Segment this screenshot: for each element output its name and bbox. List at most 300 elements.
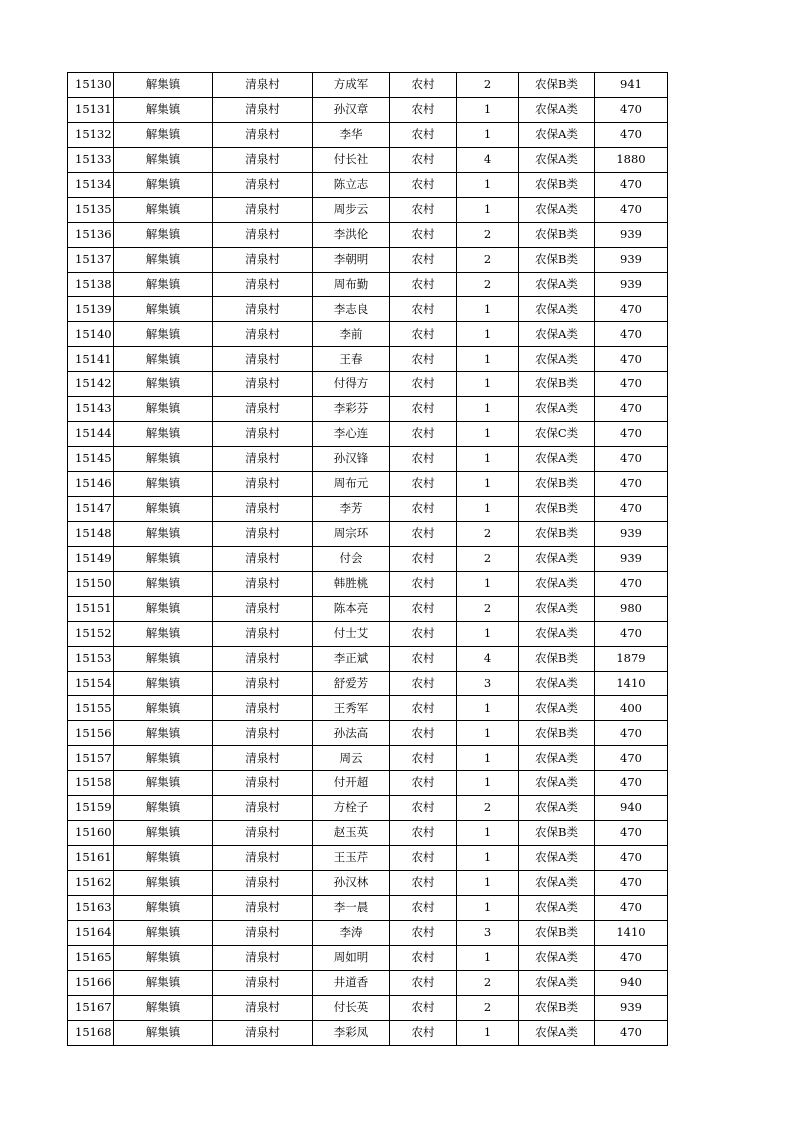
category-cell: 农保A类 [519,97,595,122]
name-cell: 周宗环 [313,521,390,546]
household-size-cell: 1 [457,172,519,197]
township-cell: 解集镇 [114,696,213,721]
household-size-cell: 1 [457,871,519,896]
area-type-cell: 农村 [390,172,457,197]
record-id-cell: 15151 [68,596,114,621]
household-size-cell: 1 [457,97,519,122]
name-cell: 付士艾 [313,621,390,646]
amount-cell: 470 [595,472,668,497]
household-size-cell: 2 [457,247,519,272]
record-id-cell: 15163 [68,895,114,920]
township-cell: 解集镇 [114,347,213,372]
township-cell: 解集镇 [114,945,213,970]
name-cell: 周布勤 [313,272,390,297]
category-cell: 农保A类 [519,895,595,920]
category-cell: 农保B类 [519,472,595,497]
record-id-cell: 15140 [68,322,114,347]
table-row [68,596,668,621]
village-cell: 清泉村 [213,546,313,571]
name-cell: 孙汉章 [313,97,390,122]
household-size-cell: 1 [457,821,519,846]
area-type-cell: 农村 [390,671,457,696]
name-cell: 王春 [313,347,390,372]
township-cell: 解集镇 [114,746,213,771]
area-type-cell: 农村 [390,771,457,796]
table-row [68,222,668,247]
area-type-cell: 农村 [390,970,457,995]
township-cell: 解集镇 [114,73,213,98]
category-cell: 农保A类 [519,546,595,571]
table-row [68,696,668,721]
household-size-cell: 4 [457,646,519,671]
household-size-cell: 4 [457,147,519,172]
amount-cell: 1880 [595,147,668,172]
record-id-cell: 15133 [68,147,114,172]
table-row [68,895,668,920]
category-cell: 农保A类 [519,347,595,372]
category-cell: 农保A类 [519,621,595,646]
record-id-cell: 15136 [68,222,114,247]
category-cell: 农保A类 [519,147,595,172]
name-cell: 付长社 [313,147,390,172]
table-row [68,671,668,696]
table-row [68,73,668,98]
name-cell: 李涛 [313,920,390,945]
township-cell: 解集镇 [114,397,213,422]
village-cell: 清泉村 [213,821,313,846]
area-type-cell: 农村 [390,422,457,447]
category-cell: 农保A类 [519,447,595,472]
name-cell: 王秀军 [313,696,390,721]
township-cell: 解集镇 [114,895,213,920]
category-cell: 农保C类 [519,422,595,447]
amount-cell: 470 [595,496,668,521]
area-type-cell: 农村 [390,197,457,222]
amount-cell: 941 [595,73,668,98]
amount-cell: 400 [595,696,668,721]
category-cell: 农保A类 [519,771,595,796]
name-cell: 孙汉林 [313,871,390,896]
household-size-cell: 1 [457,197,519,222]
amount-cell: 940 [595,796,668,821]
household-size-cell: 1 [457,422,519,447]
record-id-cell: 15145 [68,447,114,472]
category-cell: 农保B类 [519,222,595,247]
area-type-cell: 农村 [390,297,457,322]
table-row [68,746,668,771]
township-cell: 解集镇 [114,796,213,821]
area-type-cell: 农村 [390,272,457,297]
table-row [68,122,668,147]
name-cell: 井道香 [313,970,390,995]
amount-cell: 470 [595,372,668,397]
township-cell: 解集镇 [114,671,213,696]
record-id-cell: 15156 [68,721,114,746]
village-cell: 清泉村 [213,970,313,995]
township-cell: 解集镇 [114,122,213,147]
name-cell: 陈立志 [313,172,390,197]
household-size-cell: 2 [457,272,519,297]
category-cell: 农保A类 [519,1020,595,1045]
household-size-cell: 2 [457,596,519,621]
category-cell: 农保B类 [519,646,595,671]
township-cell: 解集镇 [114,546,213,571]
category-cell: 农保A类 [519,696,595,721]
township-cell: 解集镇 [114,472,213,497]
village-cell: 清泉村 [213,671,313,696]
household-size-cell: 2 [457,970,519,995]
amount-cell: 980 [595,596,668,621]
amount-cell: 940 [595,970,668,995]
amount-cell: 470 [595,571,668,596]
category-cell: 农保A类 [519,871,595,896]
amount-cell: 939 [595,272,668,297]
record-id-cell: 15138 [68,272,114,297]
table-row [68,920,668,945]
data-table [67,72,668,1046]
township-cell: 解集镇 [114,297,213,322]
village-cell: 清泉村 [213,347,313,372]
amount-cell: 470 [595,821,668,846]
household-size-cell: 1 [457,1020,519,1045]
township-cell: 解集镇 [114,272,213,297]
township-cell: 解集镇 [114,871,213,896]
village-cell: 清泉村 [213,871,313,896]
village-cell: 清泉村 [213,646,313,671]
amount-cell: 470 [595,721,668,746]
name-cell: 韩胜桃 [313,571,390,596]
village-cell: 清泉村 [213,472,313,497]
township-cell: 解集镇 [114,147,213,172]
category-cell: 农保B类 [519,995,595,1020]
household-size-cell: 1 [457,297,519,322]
name-cell: 李华 [313,122,390,147]
household-size-cell: 1 [457,397,519,422]
record-id-cell: 15132 [68,122,114,147]
amount-cell: 470 [595,97,668,122]
household-size-cell: 1 [457,447,519,472]
table-row [68,347,668,372]
area-type-cell: 农村 [390,222,457,247]
area-type-cell: 农村 [390,621,457,646]
category-cell: 农保A类 [519,322,595,347]
household-size-cell: 2 [457,222,519,247]
village-cell: 清泉村 [213,197,313,222]
category-cell: 农保A类 [519,197,595,222]
table-row [68,521,668,546]
table-row [68,247,668,272]
household-size-cell: 1 [457,322,519,347]
table-row [68,846,668,871]
household-size-cell: 1 [457,895,519,920]
name-cell: 李朝明 [313,247,390,272]
township-cell: 解集镇 [114,447,213,472]
township-cell: 解集镇 [114,771,213,796]
area-type-cell: 农村 [390,472,457,497]
record-id-cell: 15148 [68,521,114,546]
table-row [68,721,668,746]
record-id-cell: 15157 [68,746,114,771]
category-cell: 农保A类 [519,970,595,995]
township-cell: 解集镇 [114,222,213,247]
village-cell: 清泉村 [213,846,313,871]
table-row [68,197,668,222]
table-row [68,496,668,521]
household-size-cell: 2 [457,796,519,821]
village-cell: 清泉村 [213,97,313,122]
township-cell: 解集镇 [114,1020,213,1045]
village-cell: 清泉村 [213,621,313,646]
household-size-cell: 1 [457,846,519,871]
category-cell: 农保A类 [519,571,595,596]
table-row [68,771,668,796]
area-type-cell: 农村 [390,721,457,746]
amount-cell: 470 [595,447,668,472]
table-row [68,995,668,1020]
township-cell: 解集镇 [114,97,213,122]
category-cell: 农保B类 [519,521,595,546]
record-id-cell: 15147 [68,496,114,521]
village-cell: 清泉村 [213,995,313,1020]
household-size-cell: 1 [457,347,519,372]
village-cell: 清泉村 [213,1020,313,1045]
household-size-cell: 3 [457,671,519,696]
village-cell: 清泉村 [213,322,313,347]
township-cell: 解集镇 [114,496,213,521]
area-type-cell: 农村 [390,821,457,846]
village-cell: 清泉村 [213,945,313,970]
name-cell: 李芳 [313,496,390,521]
amount-cell: 470 [595,172,668,197]
record-id-cell: 15141 [68,347,114,372]
amount-cell: 470 [595,197,668,222]
amount-cell: 1410 [595,920,668,945]
area-type-cell: 农村 [390,696,457,721]
name-cell: 周布元 [313,472,390,497]
table-row [68,621,668,646]
table-row [68,397,668,422]
amount-cell: 470 [595,846,668,871]
category-cell: 农保A类 [519,945,595,970]
village-cell: 清泉村 [213,571,313,596]
village-cell: 清泉村 [213,222,313,247]
category-cell: 农保B类 [519,73,595,98]
village-cell: 清泉村 [213,920,313,945]
amount-cell: 470 [595,122,668,147]
record-id-cell: 15162 [68,871,114,896]
amount-cell: 470 [595,422,668,447]
name-cell: 付得方 [313,372,390,397]
record-id-cell: 15159 [68,796,114,821]
amount-cell: 1879 [595,646,668,671]
household-size-cell: 3 [457,920,519,945]
name-cell: 孙法高 [313,721,390,746]
record-id-cell: 15131 [68,97,114,122]
record-id-cell: 15144 [68,422,114,447]
village-cell: 清泉村 [213,796,313,821]
township-cell: 解集镇 [114,571,213,596]
area-type-cell: 农村 [390,571,457,596]
name-cell: 方成军 [313,73,390,98]
table-row [68,97,668,122]
table-row [68,646,668,671]
township-cell: 解集镇 [114,521,213,546]
record-id-cell: 15165 [68,945,114,970]
village-cell: 清泉村 [213,447,313,472]
category-cell: 农保B类 [519,821,595,846]
table-body [68,73,668,1046]
area-type-cell: 农村 [390,322,457,347]
table-row [68,322,668,347]
name-cell: 周云 [313,746,390,771]
record-id-cell: 15152 [68,621,114,646]
name-cell: 李正斌 [313,646,390,671]
amount-cell: 939 [595,247,668,272]
township-cell: 解集镇 [114,621,213,646]
record-id-cell: 15139 [68,297,114,322]
area-type-cell: 农村 [390,1020,457,1045]
village-cell: 清泉村 [213,372,313,397]
village-cell: 清泉村 [213,122,313,147]
name-cell: 孙汉锋 [313,447,390,472]
household-size-cell: 2 [457,521,519,546]
township-cell: 解集镇 [114,247,213,272]
area-type-cell: 农村 [390,397,457,422]
village-cell: 清泉村 [213,721,313,746]
category-cell: 农保B类 [519,372,595,397]
category-cell: 农保A类 [519,122,595,147]
township-cell: 解集镇 [114,422,213,447]
township-cell: 解集镇 [114,721,213,746]
village-cell: 清泉村 [213,746,313,771]
village-cell: 清泉村 [213,496,313,521]
area-type-cell: 农村 [390,796,457,821]
record-id-cell: 15168 [68,1020,114,1045]
area-type-cell: 农村 [390,920,457,945]
area-type-cell: 农村 [390,521,457,546]
record-id-cell: 15135 [68,197,114,222]
village-cell: 清泉村 [213,247,313,272]
area-type-cell: 农村 [390,546,457,571]
household-size-cell: 2 [457,73,519,98]
household-size-cell: 1 [457,372,519,397]
category-cell: 农保A类 [519,596,595,621]
category-cell: 农保B类 [519,920,595,945]
amount-cell: 939 [595,222,668,247]
amount-cell: 470 [595,621,668,646]
amount-cell: 470 [595,297,668,322]
record-id-cell: 15142 [68,372,114,397]
village-cell: 清泉村 [213,422,313,447]
name-cell: 李一晨 [313,895,390,920]
household-size-cell: 1 [457,571,519,596]
table-row [68,970,668,995]
township-cell: 解集镇 [114,821,213,846]
record-id-cell: 15150 [68,571,114,596]
record-id-cell: 15158 [68,771,114,796]
village-cell: 清泉村 [213,397,313,422]
township-cell: 解集镇 [114,920,213,945]
village-cell: 清泉村 [213,297,313,322]
area-type-cell: 农村 [390,122,457,147]
name-cell: 方栓子 [313,796,390,821]
name-cell: 付开超 [313,771,390,796]
household-size-cell: 1 [457,721,519,746]
name-cell: 赵玉英 [313,821,390,846]
village-cell: 清泉村 [213,696,313,721]
amount-cell: 470 [595,347,668,372]
amount-cell: 470 [595,895,668,920]
area-type-cell: 农村 [390,347,457,372]
category-cell: 农保A类 [519,397,595,422]
area-type-cell: 农村 [390,746,457,771]
table-row [68,172,668,197]
table-row [68,272,668,297]
category-cell: 农保A类 [519,746,595,771]
area-type-cell: 农村 [390,895,457,920]
area-type-cell: 农村 [390,871,457,896]
household-size-cell: 1 [457,696,519,721]
amount-cell: 939 [595,995,668,1020]
village-cell: 清泉村 [213,596,313,621]
township-cell: 解集镇 [114,646,213,671]
area-type-cell: 农村 [390,97,457,122]
category-cell: 农保B类 [519,496,595,521]
name-cell: 周如明 [313,945,390,970]
name-cell: 陈本亮 [313,596,390,621]
household-size-cell: 1 [457,621,519,646]
area-type-cell: 农村 [390,995,457,1020]
table-row [68,871,668,896]
township-cell: 解集镇 [114,172,213,197]
household-size-cell: 1 [457,496,519,521]
name-cell: 李志良 [313,297,390,322]
record-id-cell: 15130 [68,73,114,98]
record-id-cell: 15154 [68,671,114,696]
area-type-cell: 农村 [390,646,457,671]
village-cell: 清泉村 [213,73,313,98]
household-size-cell: 1 [457,945,519,970]
category-cell: 农保B类 [519,172,595,197]
record-id-cell: 15161 [68,846,114,871]
area-type-cell: 农村 [390,496,457,521]
category-cell: 农保A类 [519,297,595,322]
table-row [68,796,668,821]
name-cell: 李彩芬 [313,397,390,422]
amount-cell: 1410 [595,671,668,696]
household-size-cell: 1 [457,472,519,497]
amount-cell: 470 [595,322,668,347]
amount-cell: 470 [595,871,668,896]
area-type-cell: 农村 [390,945,457,970]
category-cell: 农保B类 [519,721,595,746]
name-cell: 付长英 [313,995,390,1020]
name-cell: 付会 [313,546,390,571]
amount-cell: 939 [595,546,668,571]
household-size-cell: 2 [457,546,519,571]
category-cell: 农保A类 [519,796,595,821]
table-row [68,472,668,497]
amount-cell: 470 [595,397,668,422]
table-row [68,447,668,472]
area-type-cell: 农村 [390,247,457,272]
area-type-cell: 农村 [390,846,457,871]
category-cell: 农保B类 [519,247,595,272]
name-cell: 舒爱芳 [313,671,390,696]
record-id-cell: 15164 [68,920,114,945]
category-cell: 农保A类 [519,846,595,871]
record-id-cell: 15143 [68,397,114,422]
